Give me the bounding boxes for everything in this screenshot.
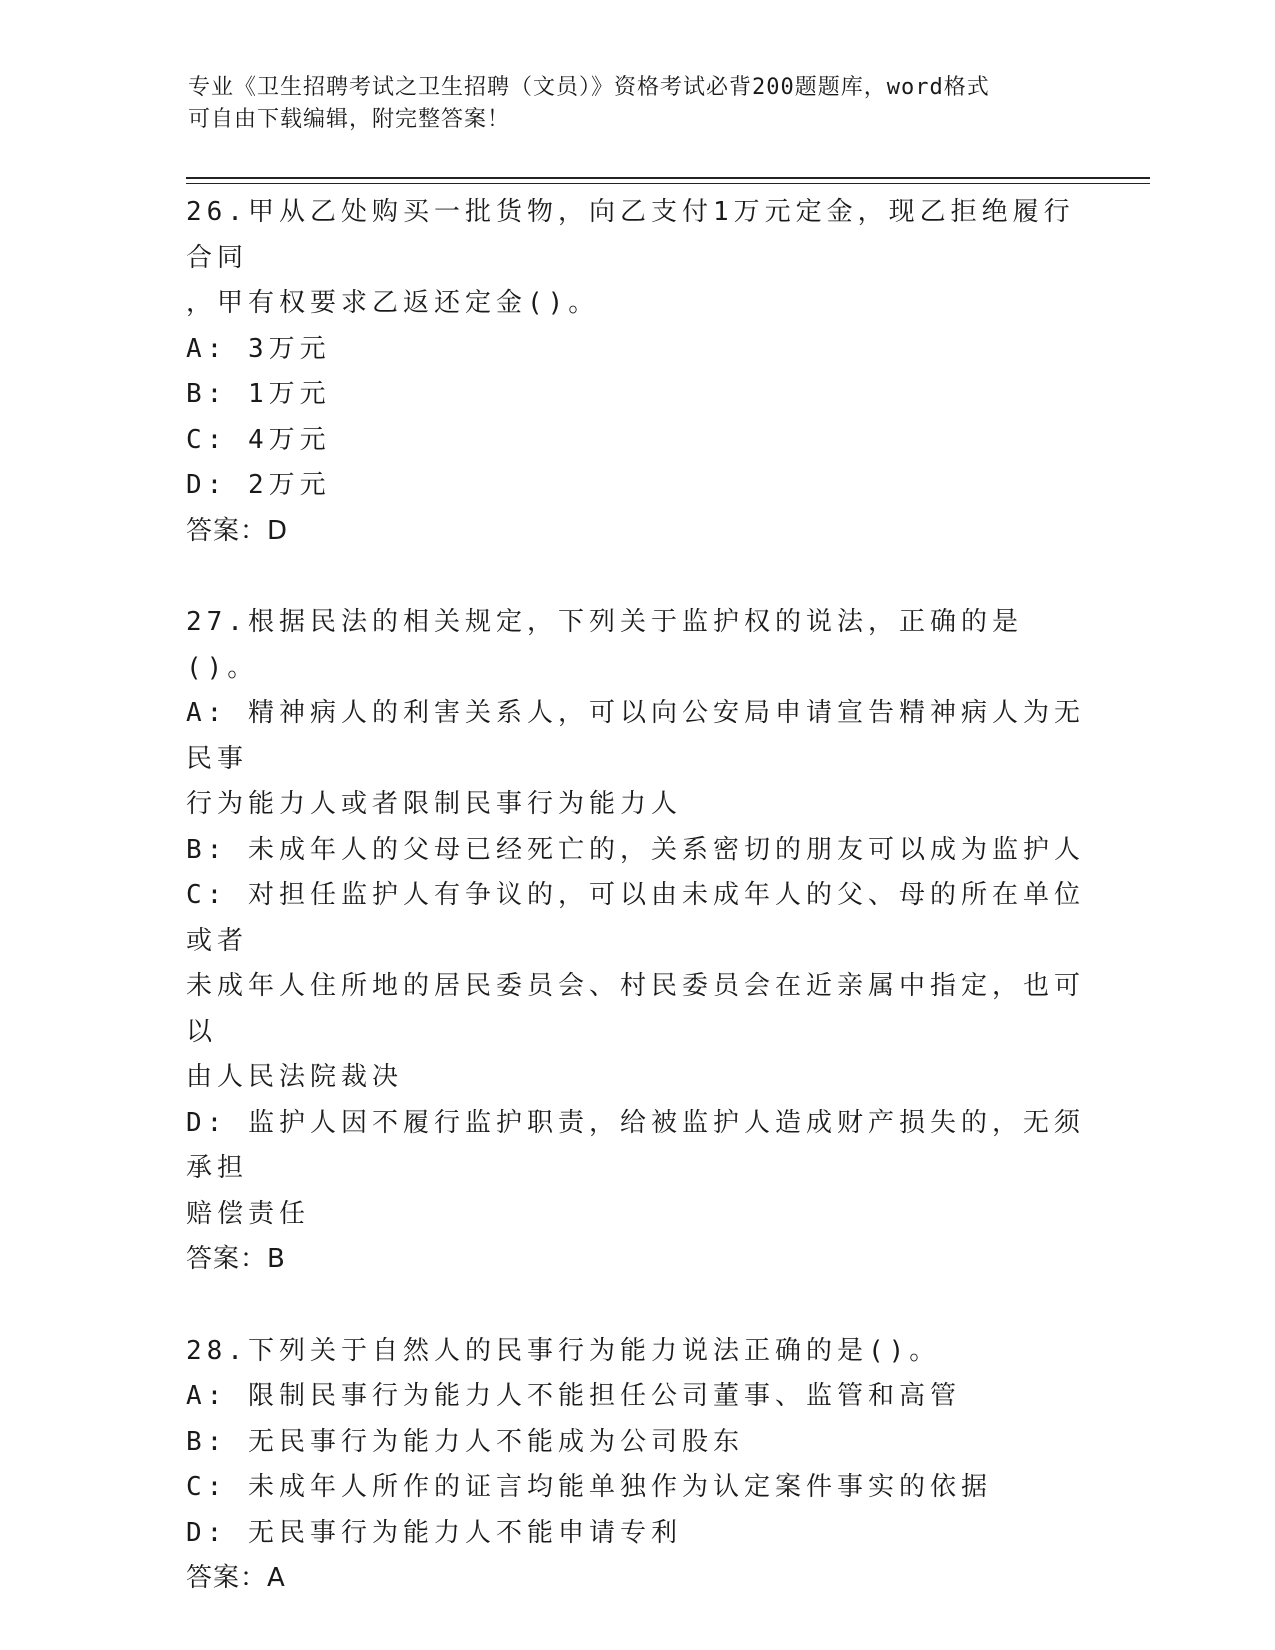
question-stem: 26.甲从乙处购买一批货物，向乙支付1万元定金，现乙拒绝履行合同 [186,197,1075,273]
answer: 答案：B [186,1244,286,1274]
header-rule-thick [186,177,1150,179]
header-line-1: 专业《卫生招聘考试之卫生招聘（文员）》资格考试必背200题题库，word格式 [188,75,990,100]
option-b: B: 1万元 [186,379,331,409]
option-c: C: 对担任监护人有争议的，可以由未成年人的父、母的所在单位或者 [186,880,1085,956]
document-header [188,72,1068,136]
option-c-continued: 由人民法院裁决 [186,1062,404,1092]
option-d: D: 无民事行为能力人不能申请专利 [186,1517,682,1548]
answer: 答案：D [186,515,289,546]
question-list [186,190,1086,1648]
option-d-continued: 赔偿责任 [186,1198,311,1229]
question-27 [186,600,1086,1283]
question-26 [186,190,1086,554]
header-line-2: 可自由下载编辑，附完整答案！ [188,107,511,132]
option-b: B: 无民事行为能力人不能成为公司股东 [186,1426,744,1457]
header-rule-thin [186,183,1150,184]
option-a-continued: 行为能力人或者限制民事行为能力人 [186,789,683,819]
question-28 [186,1329,1086,1602]
option-b: B: 未成年人的父母已经死亡的，关系密切的朋友可以成为监护人 [186,834,1085,865]
option-d: D: 2万元 [186,470,331,500]
option-c: C: 未成年人所作的证言均能单独作为认定案件事实的依据 [186,1472,992,1502]
option-d: D: 监护人因不履行监护职责，给被监护人造成财产损失的，无须承担 [186,1107,1085,1183]
question-stem: 28.下列关于自然人的民事行为能力说法正确的是()。 [186,1335,941,1366]
option-a: A: 限制民事行为能力人不能担任公司董事、监管和高管 [186,1381,961,1411]
question-stem: ，甲有权要求乙返还定金()。 [186,288,600,318]
option-c-continued: 未成年人住所地的居民委员会、村民委员会在近亲属中指定，也可以 [186,971,1086,1047]
option-a: A: 3万元 [186,333,331,364]
answer: 答案：A [186,1563,286,1593]
question-stem: 27.根据民法的相关规定，下列关于监护权的说法，正确的是()。 [186,607,1023,683]
option-c: C: 4万元 [186,424,331,455]
option-a: A: 精神病人的利害关系人，可以向公安局申请宣告精神病人为无民事 [186,698,1085,774]
